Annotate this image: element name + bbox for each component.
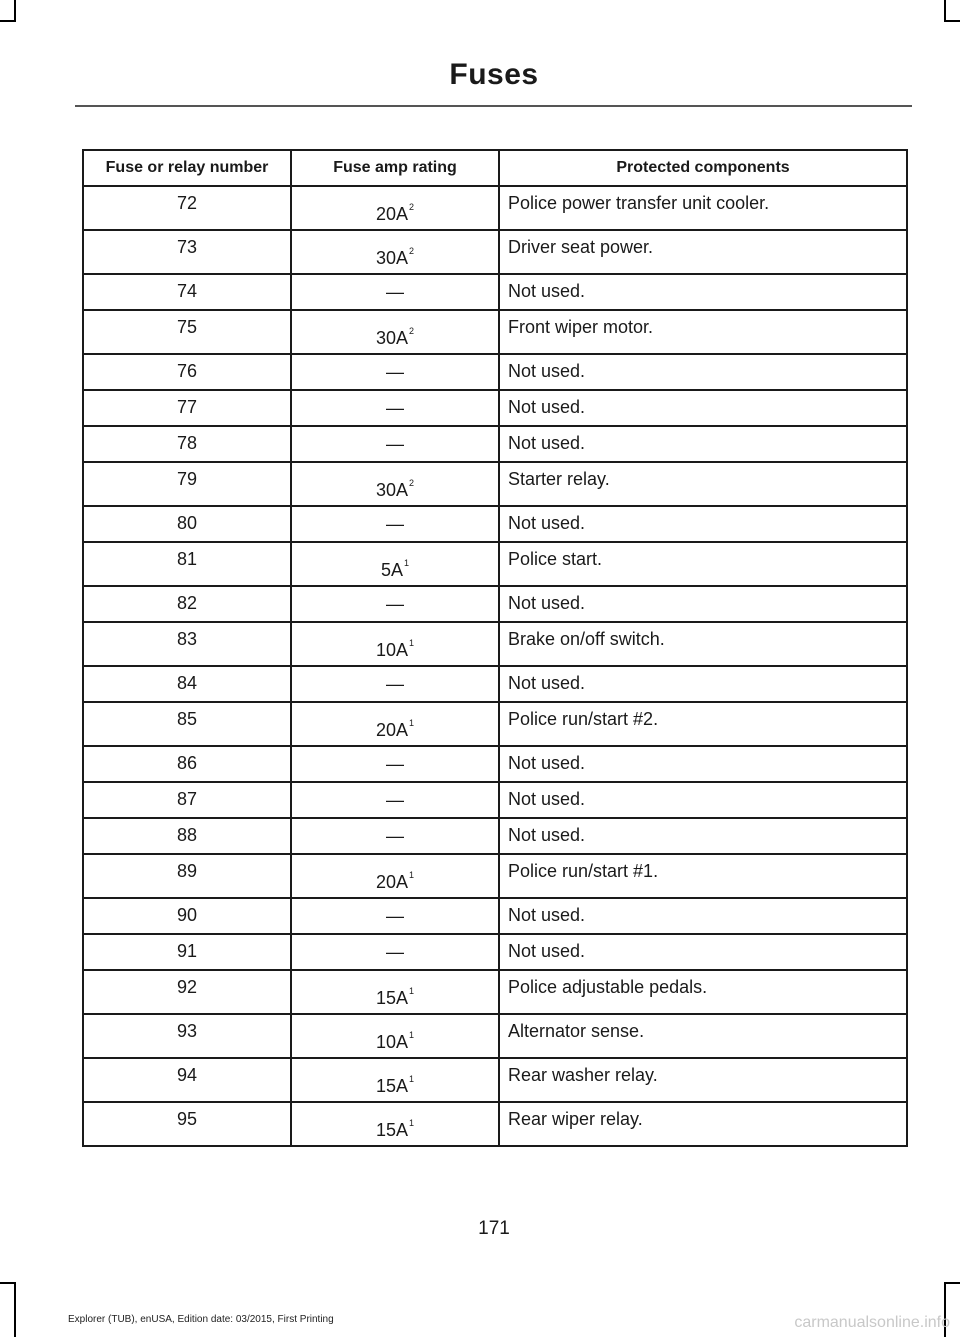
fuse-number: 78 <box>83 426 291 462</box>
amp-rating <box>291 274 499 310</box>
footnote-marker: 2 <box>409 477 415 488</box>
fuse-table-body <box>83 186 907 1146</box>
amp-value: 15A <box>375 987 408 1008</box>
protected-component: Not used. <box>499 390 907 426</box>
table-row <box>83 506 907 542</box>
protected-component: Not used. <box>499 426 907 462</box>
amp-rating <box>291 426 499 462</box>
table-row <box>83 230 907 274</box>
amp-value: 30A <box>375 247 408 268</box>
protected-component: Police start. <box>499 542 907 586</box>
footnote-marker: 2 <box>409 325 415 336</box>
amp-rating <box>291 462 499 506</box>
protected-component: Not used. <box>499 782 907 818</box>
amp-value: — <box>386 753 404 774</box>
table-row <box>83 854 907 898</box>
amp-rating <box>291 586 499 622</box>
amp-value: — <box>386 281 404 302</box>
footnote-marker: 2 <box>409 201 415 212</box>
table-row <box>83 274 907 310</box>
crop-mark <box>0 20 16 22</box>
amp-value: 20A <box>375 203 408 224</box>
fuse-number: 82 <box>83 586 291 622</box>
fuse-number: 94 <box>83 1058 291 1102</box>
protected-component: Police power transfer unit cooler. <box>499 186 907 230</box>
amp-rating <box>291 782 499 818</box>
table-row <box>83 586 907 622</box>
amp-value: 30A <box>375 479 408 500</box>
amp-rating <box>291 970 499 1014</box>
fuse-number: 84 <box>83 666 291 702</box>
table-row <box>83 622 907 666</box>
footnote-marker: 1 <box>409 1029 415 1040</box>
table-row <box>83 666 907 702</box>
fuse-table <box>82 149 908 1147</box>
fuse-number: 81 <box>83 542 291 586</box>
protected-component: Driver seat power. <box>499 230 907 274</box>
crop-mark <box>944 1282 960 1284</box>
protected-component: Not used. <box>499 274 907 310</box>
protected-component: Alternator sense. <box>499 1014 907 1058</box>
protected-component: Police adjustable pedals. <box>499 970 907 1014</box>
table-row <box>83 186 907 230</box>
table-row <box>83 542 907 586</box>
amp-value: — <box>386 941 404 962</box>
fuse-number: 89 <box>83 854 291 898</box>
protected-component: Police run/start #1. <box>499 854 907 898</box>
protected-component: Not used. <box>499 818 907 854</box>
table-row <box>83 934 907 970</box>
fuse-number: 83 <box>83 622 291 666</box>
protected-component: Rear washer relay. <box>499 1058 907 1102</box>
fuse-number: 93 <box>83 1014 291 1058</box>
protected-component: Not used. <box>499 934 907 970</box>
amp-rating <box>291 310 499 354</box>
amp-rating <box>291 854 499 898</box>
table-row <box>83 1058 907 1102</box>
amp-rating <box>291 390 499 426</box>
protected-component: Not used. <box>499 746 907 782</box>
protected-component: Front wiper motor. <box>499 310 907 354</box>
amp-value: — <box>386 433 404 454</box>
fuse-number: 87 <box>83 782 291 818</box>
table-header-row <box>83 150 907 186</box>
amp-rating <box>291 622 499 666</box>
amp-rating <box>291 506 499 542</box>
fuse-number: 73 <box>83 230 291 274</box>
column-header-components: Protected components <box>499 150 907 186</box>
table-row <box>83 818 907 854</box>
protected-component: Not used. <box>499 506 907 542</box>
fuse-number: 75 <box>83 310 291 354</box>
amp-rating <box>291 818 499 854</box>
protected-component: Not used. <box>499 354 907 390</box>
amp-rating <box>291 1014 499 1058</box>
crop-mark <box>14 1282 16 1337</box>
fuse-number: 95 <box>83 1102 291 1146</box>
amp-value: 10A <box>375 639 408 660</box>
fuse-number: 74 <box>83 274 291 310</box>
protected-component: Not used. <box>499 898 907 934</box>
amp-value: 20A <box>375 719 408 740</box>
footnote-marker: 1 <box>409 985 415 996</box>
column-header-amp: Fuse amp rating <box>291 150 499 186</box>
footnote-marker: 1 <box>409 717 415 728</box>
protected-component: Rear wiper relay. <box>499 1102 907 1146</box>
title-divider <box>75 105 912 107</box>
amp-rating <box>291 186 499 230</box>
amp-value: 15A <box>375 1119 408 1140</box>
table-row <box>83 898 907 934</box>
crop-mark <box>14 0 16 22</box>
footnote-marker: 1 <box>409 637 415 648</box>
amp-value: 30A <box>375 327 408 348</box>
watermark: carmanualsonline.info <box>794 1314 950 1331</box>
amp-rating <box>291 1102 499 1146</box>
amp-rating <box>291 702 499 746</box>
amp-value: 10A <box>375 1031 408 1052</box>
fuse-number: 92 <box>83 970 291 1014</box>
amp-rating <box>291 354 499 390</box>
amp-value: 20A <box>375 871 408 892</box>
amp-rating <box>291 230 499 274</box>
fuse-number: 79 <box>83 462 291 506</box>
amp-value: — <box>386 397 404 418</box>
amp-value: 15A <box>375 1075 408 1096</box>
crop-mark <box>944 20 960 22</box>
amp-value: 5A <box>380 559 403 580</box>
fuse-number: 88 <box>83 818 291 854</box>
edition-footer: Explorer (TUB), enUSA, Edition date: 03/2015, First Printing <box>68 1314 334 1325</box>
fuse-number: 90 <box>83 898 291 934</box>
fuse-number: 72 <box>83 186 291 230</box>
table-row <box>83 746 907 782</box>
protected-component: Not used. <box>499 666 907 702</box>
table-row <box>83 462 907 506</box>
amp-value: — <box>386 825 404 846</box>
amp-rating <box>291 934 499 970</box>
footnote-marker: 2 <box>409 245 415 256</box>
table-row <box>83 426 907 462</box>
fuse-number: 85 <box>83 702 291 746</box>
table-row <box>83 390 907 426</box>
amp-value: — <box>386 593 404 614</box>
table-row <box>83 702 907 746</box>
protected-component: Not used. <box>499 586 907 622</box>
protected-component: Police run/start #2. <box>499 702 907 746</box>
page-number: 171 <box>478 1218 510 1239</box>
table-row <box>83 1102 907 1146</box>
amp-rating <box>291 898 499 934</box>
amp-rating <box>291 542 499 586</box>
amp-value: — <box>386 513 404 534</box>
crop-mark <box>944 0 946 22</box>
fuse-number: 77 <box>83 390 291 426</box>
crop-mark <box>0 1282 16 1284</box>
protected-component: Brake on/off switch. <box>499 622 907 666</box>
fuse-number: 76 <box>83 354 291 390</box>
table-row <box>83 310 907 354</box>
amp-rating <box>291 1058 499 1102</box>
table-row <box>83 782 907 818</box>
protected-component: Starter relay. <box>499 462 907 506</box>
footnote-marker: 1 <box>409 1073 415 1084</box>
amp-value: — <box>386 673 404 694</box>
table-row <box>83 970 907 1014</box>
fuse-number: 80 <box>83 506 291 542</box>
table-row <box>83 354 907 390</box>
footnote-marker: 1 <box>409 869 415 880</box>
fuse-number: 91 <box>83 934 291 970</box>
amp-rating <box>291 666 499 702</box>
footnote-marker: 1 <box>409 1117 415 1128</box>
fuse-number: 86 <box>83 746 291 782</box>
page-title: Fuses <box>449 58 539 91</box>
amp-rating <box>291 746 499 782</box>
amp-value: — <box>386 905 404 926</box>
table-row <box>83 1014 907 1058</box>
footnote-marker: 1 <box>404 557 410 568</box>
amp-value: — <box>386 361 404 382</box>
column-header-number: Fuse or relay number <box>83 150 291 186</box>
amp-value: — <box>386 789 404 810</box>
